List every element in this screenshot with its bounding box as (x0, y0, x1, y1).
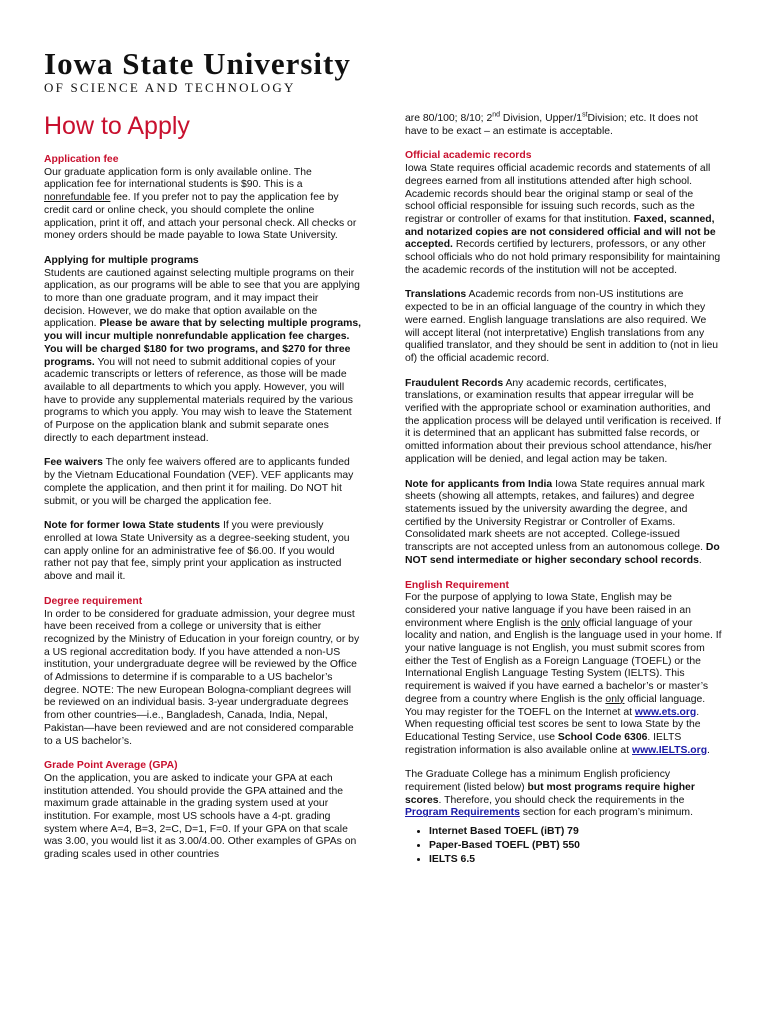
english-only-1: only (560, 617, 581, 629)
multi-warning: Please be aware that by selecting multiple programs, you will incur multiple nonrefundable application fee charges. You will be charged $180 for two programs, and $270 for three programs. (44, 318, 362, 368)
program-requirements-link[interactable]: Program Requirements (405, 807, 520, 819)
english-text-2: official language of your locality and nation, and English is the language used in your home. If your native language is not English, you must submit scores from either the Test of English as a Foreign Language (TOEFL) or the International English Language Testing System (IELTS). This requirement is waived if you have earned a bachelor’s or master’s degree from a country where English is the (405, 617, 722, 705)
left-column (44, 154, 362, 874)
heading-application-fee: Application fee (44, 154, 119, 165)
heading-official-records: Official academic records (405, 150, 532, 162)
grad-college-text-1: The Graduate College has a minimum English proficiency requirement (listed below) (405, 769, 671, 794)
gpa-text: On the application, you are asked to indicate your GPA at each institution attended. You should provide the GPA attained and the maximum grade attainable in the grading system used at your institution. For example, most US schools have a 4-pt. grading system where A=4, B=3, 2=C, D=1, F=0. If your GPA on that scale was 3.00, you would list it as 3.00/4.00. Other examples of GPAs on grading scales used in other countries (44, 772, 357, 861)
gpa-cont-sup-1: nd (492, 111, 501, 119)
degree-requirement-text: In order to be considered for graduate admission, your degree must have been received from a college or university that is either recognized by the Ministry of Education in your foreign country, or by a US regional accreditation body. If you have attended a non-US institution, your undergraduate degree will be reviewed by the Office of Admissions to determine if is comparable to a US bachelor’s degree. NOTE: The new European Bologna-compliant degrees will be reviewed on an individual basis. 3-year undergraduate degrees from other countries—i.e., Bangladesh, Canada, India, Nepal, Pakistan—have been reviewed and are not considered comparable to a US bachelor’s. (44, 608, 360, 747)
list-item: • Paper-Based TOEFL (PBT) 550 (429, 840, 723, 853)
gpa-cont-text-1: are 80/100; 8/10; 2 (405, 113, 493, 124)
heading-multiple-programs: Applying for multiple programs (44, 254, 199, 266)
section-graduate-college (405, 769, 723, 820)
app-fee-text-1: Our graduate application form is only available online. The application fee for international students is $90. This is a (44, 166, 312, 191)
fraudulent-records-text: Any academic records, certificates, translations, or examination results that appear irregular will be verified with the appropriate school or examination authorities, and the application process will be delayed until verification is received. If it is determined that an applicant has submitted false records, or omitted information about their previous school attendance, his/her application will be denied, and legal action may be taken. (405, 377, 721, 465)
right-column (405, 113, 723, 867)
section-official-records (405, 150, 723, 277)
section-fraudulent-records (405, 378, 723, 467)
section-application-fee (44, 154, 362, 243)
section-india (405, 479, 723, 568)
gpa-cont-text-2: Division, Upper/1 (500, 113, 583, 124)
section-fee-waivers (44, 457, 362, 508)
english-text-4: . When requesting official test scores be sent to Iowa State by the Educational Testing Service, use (405, 706, 701, 743)
english-text-3: official language. You may register for the TOEFL on the Internet at (405, 693, 706, 718)
records-text-2: Records certified by lecturers, professors, or any other school officials who do not hold primary responsibility for maintaining the academic records of the institution will not be accepted. (405, 239, 721, 276)
heading-fee-waivers: Fee waivers (44, 457, 103, 469)
heading-degree-requirement: Degree requirement (44, 595, 143, 607)
school-code: School Code 6306 (557, 731, 648, 743)
university-logo-name: Iowa State University (44, 46, 351, 81)
india-warning: Do NOT send intermediate or higher secondary school records (405, 542, 720, 566)
english-score-list (405, 826, 723, 866)
grad-college-text-2: . Therefore, you should check the requirements in the (438, 794, 685, 806)
heading-gpa: Grade Point Average (GPA) (44, 760, 178, 772)
app-fee-text-2: fee. If you prefer not to pay the application fee by credit card or online check, you should complete the online application, print it off, and attach your personal check. All checks or money orders should be made payable to Iowa State University. (44, 192, 357, 242)
fee-waivers-text: The only fee waivers offered are to applicants funded by the Vietnam Educational Foundation (VEF). VEF applicants may complete the application, and then print it for mailing. Do NOT hit submit, or you will be charged the application fee. (44, 457, 354, 507)
heading-english-requirement: English Requirement (405, 579, 509, 591)
app-fee-nonrefundable: nonrefundable (44, 192, 111, 204)
former-students-text: If you were previously enrolled at Iowa State University as a degree-seeking student, you can apply online for an administrative fee of $6.00. If you would rather not pay that fee, simply print your application as instructed above and mail it. (44, 520, 350, 583)
heading-india: Note for applicants from India (405, 478, 553, 490)
section-former-students (44, 520, 362, 584)
ielts-link[interactable]: www.IELTS.org (632, 744, 708, 756)
section-translations (405, 289, 723, 365)
records-warning: Faxed, scanned, and notarized copies are not considered official and will not be accepted. (405, 213, 716, 251)
english-text-1: For the purpose of applying to Iowa State, English may be considered your native language if you have been raised in an environment where English is the (405, 592, 691, 629)
section-degree-requirement (44, 596, 362, 748)
ets-link[interactable]: www.ets.org (634, 706, 697, 718)
section-gpa (44, 760, 362, 862)
gpa-continued (405, 113, 723, 138)
multi-text-2: You will not need to submit additional copies of your academic transcripts or letters of reference, as those will be made available to all departments to which you apply. However, you will have to provide any supplemental materials required by the various programs to which you apply. You may wish to leave the Statement of Purpose on the application blank and submit separate ones directly to each department instead. (44, 356, 354, 444)
english-only-2: only (605, 693, 625, 705)
gpa-cont-text-3: Division; etc. It does not have to be exact – an estimate is acceptable. (405, 113, 698, 137)
list-item: • Internet Based TOEFL (iBT) 79 (429, 826, 723, 839)
list-item: • IELTS 6.5 (429, 854, 723, 867)
grad-college-warning: but most programs require higher scores (405, 782, 695, 806)
india-text-2: . (698, 554, 702, 566)
section-english-requirement (405, 580, 723, 758)
english-text-6: . (707, 744, 710, 756)
grad-college-text-3: section for each program’s minimum. (519, 807, 693, 819)
section-multiple-programs (44, 255, 362, 446)
english-text-5: . IELTS registration information is also available online at (405, 731, 682, 756)
heading-former-students: Note for former Iowa State students (44, 520, 221, 532)
heading-translations: Translations (405, 289, 467, 301)
records-text-1: Iowa State requires official academic records and statements of all degrees earned from all institutions attended after high school. Academic records should bear the original stamp or seal of the school official responsible for issuing such records, such as the registrar or controller of exams for that institution. (405, 163, 711, 225)
heading-fraudulent-records: Fraudulent Records (405, 377, 504, 389)
gpa-cont-sup-2: st (582, 111, 588, 119)
translations-text: Academic records from non-US institutions are expected to be in an official language of the country in which they were earned. English language translations are also required. We will accept literal (not interpretative) English translations from any qualified translator, and they should be sent in addition to (not in lieu of) the official academic record. (405, 289, 719, 364)
india-text-1: Iowa State requires annual mark sheets (showing all attempts, retakes, and failures) and degree statements issued by the university awarding the degree, and certified by the University Registrar or Controller of Exams. Consolidated mark sheets are not accepted. College-issued transcripts are not accepted unless from an autonomous college. (405, 478, 706, 554)
multi-text-1: Students are cautioned against selecting multiple programs on their application, as our programs will be able to see that you are applying to more than one graduate program, and it may impact their decision. However, we do make that option available on the application. (44, 267, 360, 330)
page-title: How to Apply (44, 112, 190, 140)
university-logo-tagline: OF SCIENCE AND TECHNOLOGY (44, 80, 296, 95)
